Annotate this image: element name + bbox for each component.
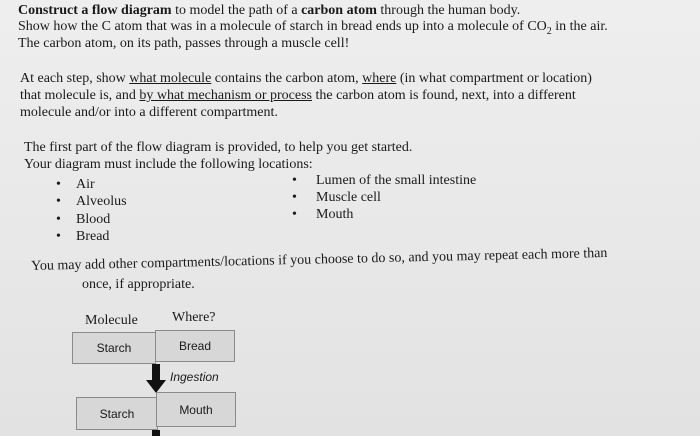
starch-box-2: Starch [76,397,158,430]
instr-underline-mechanism: by what mechanism or process [139,88,312,103]
intro-bold-construct: Construct a flow diagram [18,3,172,18]
intro-text: to model the path of a [171,3,302,18]
instr-text: the carbon atom is found, next, into a different [311,88,576,103]
mouth-box: Mouth [156,392,236,427]
instructions-line-1 [20,71,592,87]
bullet-icon: • [292,190,297,205]
instr-text: At each step, show [20,71,130,86]
intro-line-3: The carbon atom, on its path, passes through a muscle cell! [18,36,350,51]
location-label: Blood [76,212,111,227]
location-label: Bread [76,229,110,244]
bullet-icon: • [56,212,61,227]
molecule-header: Molecule [85,313,138,328]
repeat-note-2: once, if appropriate. [82,277,195,292]
location-label: Alveolus [76,194,127,209]
arrow-stub-decor [152,430,160,436]
location-label: Lumen of the small intestine [316,173,477,188]
instructions-line-2 [20,88,576,104]
intro-text: Show how the C atom that was in a molecule of starch in bread ends up into a molecule of CO [18,19,547,34]
starch-box-1: Starch [72,332,156,364]
instr-text: that molecule is, and [20,88,140,103]
repeat-note-1: You may add other compartments/locations if you choose to do so, and you may repeat each more than [31,245,608,274]
bullet-icon: • [292,207,297,222]
bullet-icon: • [56,194,61,209]
intro-text: in the air. [551,19,608,34]
intro-text: through the human body. [376,3,521,18]
location-item [56,177,95,193]
instructions-line-3: molecule and/or into a different compartment. [20,105,278,120]
bullet-icon: • [56,177,61,192]
instr-text: contains the carbon atom, [211,71,363,86]
location-item [292,207,353,223]
location-label: Air [76,177,95,192]
where-header: Where? [172,310,216,325]
bread-box: Bread [155,330,235,362]
process-ingestion: Ingestion [170,370,219,384]
location-item [292,173,476,189]
bullet-icon: • [292,173,297,188]
locations-intro-1: The first part of the flow diagram is provided, to help you get started. [24,140,413,155]
location-item [56,229,109,245]
instr-text: (in what compartment or location) [396,71,592,86]
locations-intro-2: Your diagram must include the following locations: [24,157,313,172]
instr-underline-molecule: what molecule [129,71,212,86]
co2-subscript: 2 [546,25,552,37]
intro-bold-carbon: carbon atom [301,3,377,18]
intro-line-1 [18,3,520,19]
bullet-icon: • [56,229,61,244]
location-item [292,190,381,206]
location-label: Mouth [316,207,354,222]
location-label: Muscle cell [316,190,381,205]
location-item [56,194,127,210]
instr-underline-where: where [362,71,397,86]
location-item [56,212,110,228]
down-arrow-icon [146,364,166,394]
